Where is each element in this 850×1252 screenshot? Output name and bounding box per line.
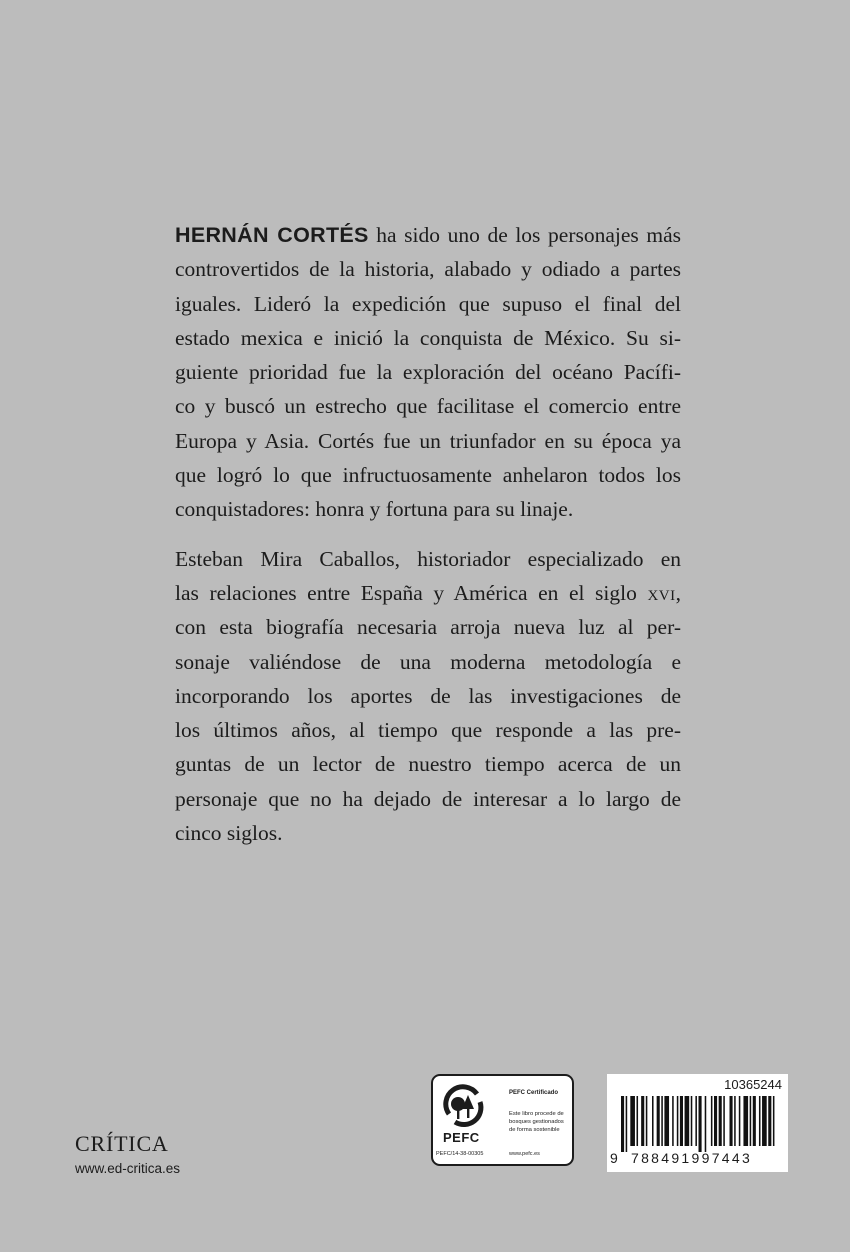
barcode-bar [759,1096,761,1146]
barcode-bar [630,1096,635,1146]
barcode-bar [705,1096,707,1152]
barcode-reference: 10365244 [724,1077,782,1092]
barcode-bar [699,1096,702,1152]
barcode-bar [664,1096,669,1146]
barcode-bar [695,1096,697,1146]
blurb-line: guiente prioridad fue la exploración del océano Pacífi- [175,360,681,385]
blurb-line: con esta biografía necesaria arroja nueva luz al per- [175,615,681,640]
barcode-bar [641,1096,644,1146]
publisher-website: www.ed-critica.es [75,1161,181,1176]
barcode-bar [672,1096,674,1146]
author-name: HERNÁN CORTÉS [175,223,369,247]
pefc-trees-icon [441,1084,485,1128]
barcode-bar [711,1096,713,1146]
barcode-bar [750,1096,752,1146]
barcode-bar [677,1096,679,1146]
barcode-bar [773,1096,775,1146]
barcode-bar [661,1096,663,1146]
pefc-url: www.pefc.es [509,1151,540,1157]
blurb-line: Esteban Mira Caballos, historiador especializado en [175,546,681,571]
paragraph-gap [175,527,681,542]
blurb-line: co y buscó un estrecho que facilitase el comercio entre [175,394,681,419]
blurb-line-text: ha sido uno de los personajes más [368,223,681,247]
barcode-bar [652,1096,654,1146]
century-numeral: xvi [647,580,676,605]
barcode-bar [768,1096,771,1146]
pefc-title: PEFC Certificado [509,1090,559,1096]
pefc-certification-label [431,1074,574,1166]
barcode-icon [621,1096,776,1152]
blurb-line: personaje que no ha dejado de interesar a lo largo de [175,786,681,811]
blurb-line: que logró lo que infructuosamente anhelaron todos los [175,463,681,488]
barcode-bar [685,1096,690,1146]
blurb-line: conquistadores: honra y fortuna para su linaje. [175,497,574,522]
isbn-barcode [607,1074,788,1172]
pefc-description-line: bosques gestionados [509,1119,564,1125]
blurb-line: incorporando los aportes de las investigaciones de [175,683,681,708]
barcode-bar [753,1096,756,1146]
barcode-bar [680,1096,683,1146]
barcode-bar [739,1096,741,1146]
blurb-line: cinco siglos. [175,821,283,846]
barcode-bar [621,1096,624,1152]
barcode-bar [646,1096,648,1146]
blurb-line: Europa y Asia. Cortés fue un triunfador en su época ya [175,428,681,453]
pefc-code: PEFC/14-38-00305 [436,1151,484,1157]
publisher-logo: CRÍTICA [75,1131,169,1156]
blurb-line: iguales. Lideró la expedición que supuso el final del [175,291,681,316]
blurb-line: sonaje valiéndose de una moderna metodología e [175,649,681,674]
pefc-description-line: de forma sostenible [509,1127,560,1133]
pefc-mark: PEFC [443,1130,480,1145]
barcode-bar [734,1096,736,1146]
blurb-line: guntas de un lector de nuestro tiempo acerca de un [175,752,681,777]
pefc-description-line: Este libro procede de [509,1111,564,1117]
barcode-bar [626,1096,628,1152]
pefc-description [509,1110,573,1134]
blurb-line-text: , [675,580,681,605]
blurb-line [175,576,681,610]
barcode-bar [719,1096,722,1146]
barcode-bar [730,1096,733,1146]
barcode-bar [762,1096,767,1146]
blurb-line: controvertidos de la historia, alabado y odiado a partes [175,257,681,282]
barcode-lead-digit: 9 [610,1150,618,1166]
barcode-bar [637,1096,639,1146]
blurb-line-text: las relaciones entre España y América en el siglo [175,580,648,605]
blurb-line [175,218,681,252]
blurb-line: estado mexica e inició la conquista de México. Su si- [175,325,681,350]
barcode-bar [743,1096,748,1146]
barcode-digits: 788491997443 [631,1150,753,1166]
barcode-bar [657,1096,660,1146]
barcode-bar [723,1096,725,1146]
barcode-bar [714,1096,717,1146]
blurb-text [175,218,681,850]
blurb-line: los últimos años, al tiempo que responde a las pre- [175,718,681,743]
barcode-bar [691,1096,693,1146]
